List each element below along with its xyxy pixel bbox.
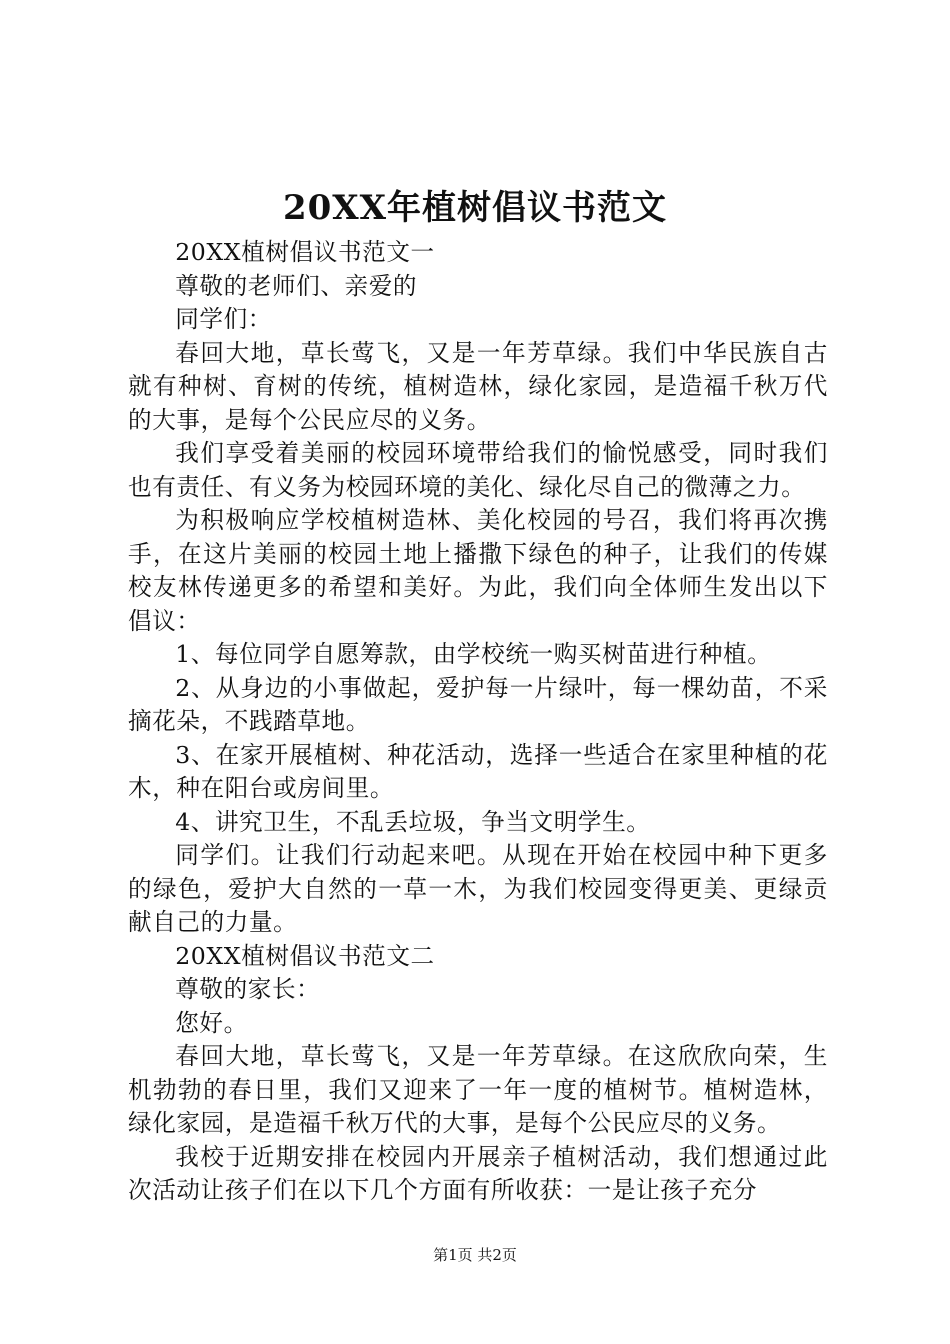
list-item: 2、从身边的小事做起，爱护每一片绿叶，每一棵幼苗，不采摘花朵，不践踏草地。 bbox=[128, 673, 828, 735]
body-paragraph: 春回大地，草长莺飞，又是一年芳草绿。在这欣欣向荣，生机勃勃的春日里，我们又迎来了一年一度的植树节。植树造林，绿化家园，是造福千秋万代的大事，是每个公民应尽的义务。 bbox=[128, 1042, 828, 1137]
document-title: 20XX年植树倡议书范文 bbox=[282, 188, 668, 228]
body-paragraph: 为积极响应学校植树造林、美化校园的号召，我们将再次携手，在这片美丽的校园土地上播撒下绿色的种子，让我们的传媒校友林传递更多的希望和美好。为此，我们向全体师生发出以下倡议： bbox=[128, 506, 828, 635]
salutation-line: 尊敬的老师们、亲爱的 bbox=[175, 271, 418, 300]
section-heading: 20XX植树倡议书范文二 bbox=[175, 941, 435, 970]
list-item: 3、在家开展植树、种花活动，选择一些适合在家里种植的花木，种在阳台或房间里。 bbox=[128, 740, 828, 802]
salutation-line: 尊敬的家长： bbox=[175, 975, 321, 1003]
list-item: 1、每位同学自愿筹款，由学校统一购买树苗进行种植。 bbox=[175, 640, 772, 668]
list-item: 4、讲究卫生，不乱丢垃圾，争当文明学生。 bbox=[175, 807, 651, 836]
page-footer: 第1页 共2页 bbox=[433, 1246, 517, 1264]
body-paragraph: 我校于近期安排在校园内开展亲子植树活动，我们想通过此次活动让孩子们在以下几个方面有所收获：一是让孩子充分 bbox=[128, 1142, 828, 1204]
body-paragraph: 我们享受着美丽的校园环境带给我们的愉悦感受，同时我们也有责任、有义务为校园环境的美化、绿化尽自己的微薄之力。 bbox=[128, 439, 828, 501]
salutation-line: 同学们： bbox=[175, 305, 272, 333]
body-paragraph: 春回大地，草长莺飞，又是一年芳草绿。我们中华民族自古就有种树、育树的传统，植树造林，绿化家园，是造福千秋万代的大事，是每个公民应尽的义务。 bbox=[128, 338, 828, 434]
document-body bbox=[128, 236, 828, 1208]
greeting-line: 您好。 bbox=[175, 1008, 248, 1037]
body-paragraph: 同学们。让我们行动起来吧。从现在开始在校园中种下更多的绿色，爱护大自然的一草一木，为我们校园变得更美、更绿贡献自己的力量。 bbox=[128, 841, 828, 936]
section-heading: 20XX植树倡议书范文一 bbox=[175, 238, 435, 266]
